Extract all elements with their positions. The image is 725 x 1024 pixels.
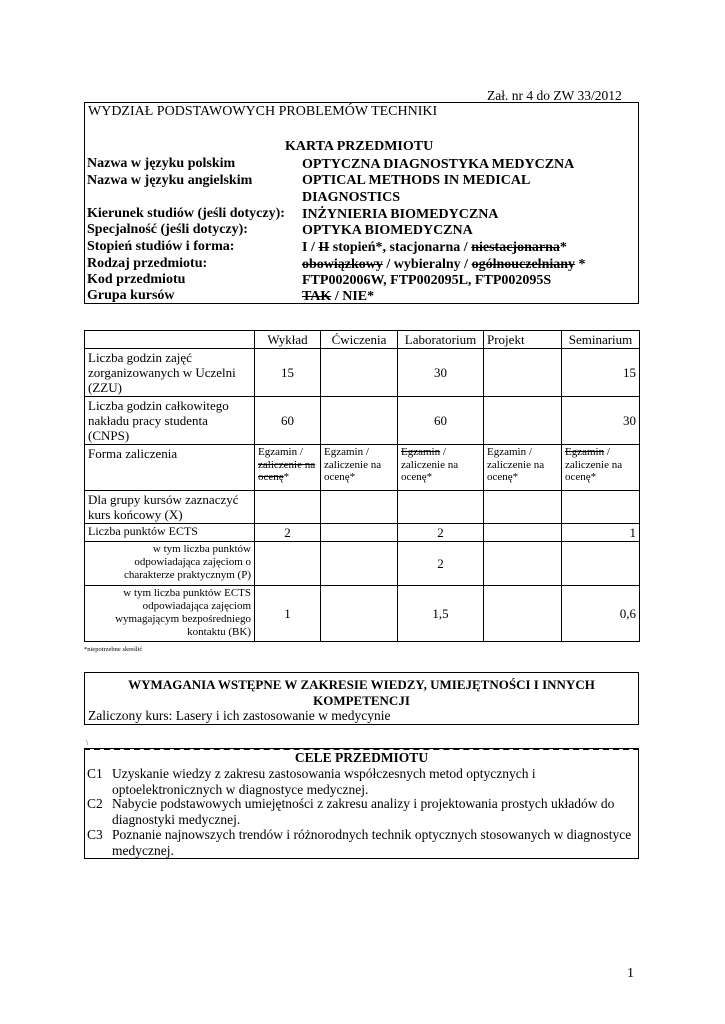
bk-exercises xyxy=(321,586,398,642)
group-value xyxy=(302,288,622,305)
form-project: Egzamin / zaliczenie na ocenę* xyxy=(484,445,562,491)
header-seminar: Seminarium xyxy=(562,331,640,349)
practical-laboratory: 2 xyxy=(398,542,484,586)
practical-seminar xyxy=(562,542,640,586)
cnps-lecture: 60 xyxy=(255,397,321,445)
final-exercises xyxy=(321,491,398,524)
hours-table xyxy=(84,330,640,642)
header-laboratory: Laboratorium xyxy=(398,331,484,349)
requirements-content: Zaliczony kurs: Lasery i ich zastosowanie w medycynie xyxy=(88,708,391,723)
practical-project xyxy=(484,542,562,586)
degree-struck: II xyxy=(318,240,330,255)
cnps-seminar: 30 xyxy=(562,397,640,445)
ects-label: Liczba punktów ECTS xyxy=(85,524,255,542)
form-seminar xyxy=(562,445,640,491)
group-label: Grupa kursów xyxy=(87,288,175,303)
form-label: Forma zaliczenia xyxy=(85,445,255,491)
type-struck: ogólnouczelniany xyxy=(471,257,576,272)
header-empty xyxy=(85,331,255,349)
goals-title: CELE PRZEDMIOTU xyxy=(294,750,429,765)
goal-text: Uzyskanie wiedzy z zakresu zastosowania współczesnych metod optycznych i optoelektronicznych w diagnostyce medycznej. xyxy=(112,766,536,797)
bk-project xyxy=(484,586,562,642)
practical-label: w tym liczba punktów odpowiadająca zajęciom o charakterze praktycznym (P) xyxy=(85,542,255,586)
zzu-label: Liczba godzin zajęć zorganizowanych w Uczelni (ZZU) xyxy=(85,349,255,397)
final-seminar xyxy=(562,491,640,524)
specialty-label: Specjalność (jeśli dotyczy): xyxy=(87,222,248,237)
form-struck: Egzamin xyxy=(565,446,605,458)
form-option: / zaliczenie na ocenę* xyxy=(565,446,623,483)
zzu-laboratory: 30 xyxy=(398,349,484,397)
final-laboratory xyxy=(398,491,484,524)
specialty-value: OPTYKA BIOMEDYCZNA xyxy=(302,223,473,238)
form-option: / zaliczenie na ocenę* xyxy=(401,446,459,483)
form-struck: zaliczenie na ocenę xyxy=(258,458,316,483)
direction-label: Kierunek studiów (jeśli dotyczy): xyxy=(87,206,285,221)
final-course-label: Dla grupy kursów zaznaczyć kurs końcowy (X) xyxy=(85,491,255,524)
pl-name-value: OPTYCZNA DIAGNOSTYKA MEDYCZNA xyxy=(302,157,575,172)
bk-label: w tym liczba punktów ECTS odpowiadająca zajęciom wymagającym bezpośredniego kontaktu (BK) xyxy=(85,586,255,642)
type-value xyxy=(302,256,622,273)
code-value: FTP002006W, FTP002095L, FTP002095S xyxy=(302,273,552,288)
ects-laboratory: 2 xyxy=(398,524,484,542)
bk-seminar: 0,6 xyxy=(562,586,640,642)
goal-code: C3 xyxy=(87,827,103,842)
cnps-project xyxy=(484,397,562,445)
goal-text: Nabycie podstawowych umiejętności z zakresu analizy i projektowania prostych układów do diagnostyki medycznej. xyxy=(112,796,615,827)
faculty-name: WYDZIAŁ PODSTAWOWYCH PROBLEMÓW TECHNIKI xyxy=(88,104,438,119)
form-struck: Egzamin xyxy=(401,446,441,458)
zzu-exercises xyxy=(321,349,398,397)
practical-exercises xyxy=(321,542,398,586)
code-label: Kod przedmiotu xyxy=(87,272,186,287)
zzu-seminar: 15 xyxy=(562,349,640,397)
header-lecture: Wykład xyxy=(255,331,321,349)
ects-exercises xyxy=(321,524,398,542)
goal-code: C1 xyxy=(87,766,103,781)
pl-name-label: Nazwa w języku polskim xyxy=(87,156,236,171)
type-struck: obowiązkowy xyxy=(302,257,383,272)
cnps-exercises xyxy=(321,397,398,445)
form-laboratory xyxy=(398,445,484,491)
group-part: / NIE* xyxy=(331,289,375,304)
ects-project xyxy=(484,524,562,542)
degree-part: stopień*, stacjonarna / xyxy=(329,240,472,255)
cnps-laboratory: 60 xyxy=(398,397,484,445)
en-name-label: Nazwa w języku angielskim xyxy=(87,173,253,188)
form-struck: niestacjonarna xyxy=(471,240,560,255)
final-project xyxy=(484,491,562,524)
bk-lecture: 1 xyxy=(255,586,321,642)
degree-part: * xyxy=(559,240,567,255)
cnps-label: Liczba godzin całkowitego nakładu pracy studenta (CNPS) xyxy=(85,397,255,445)
form-option: Egzamin / xyxy=(258,446,303,458)
form-lecture xyxy=(255,445,321,491)
footnote: *niepotrzebne skreślić xyxy=(84,646,143,653)
group-struck: TAK xyxy=(302,289,332,304)
attachment-reference: Zał. nr 4 do ZW 33/2012 xyxy=(487,88,622,103)
type-label: Rodzaj przedmiotu: xyxy=(87,256,208,271)
type-part: / wybieralny / xyxy=(382,257,472,272)
form-option: * xyxy=(283,471,290,483)
card-title: KARTA PRZEDMIOTU xyxy=(285,139,434,154)
final-lecture xyxy=(255,491,321,524)
direction-value: INŻYNIERIA BIOMEDYCZNA xyxy=(302,207,499,222)
zzu-project xyxy=(484,349,562,397)
header-exercises: Ćwiczenia xyxy=(321,331,398,349)
goal-code: C2 xyxy=(87,796,103,811)
page-number: 1 xyxy=(627,966,634,981)
header-project: Projekt xyxy=(484,331,562,349)
requirements-title: WYMAGANIA WSTĘPNE W ZAKRESIE WIEDZY, UMIEJĘTNOŚCI I INNYCH KOMPETENCJI xyxy=(128,677,595,708)
type-part: * xyxy=(575,257,586,272)
ects-lecture: 2 xyxy=(255,524,321,542)
stray-mark: \ xyxy=(86,738,89,747)
en-name-value: OPTICAL METHODS IN MEDICAL DIAGNOSTICS xyxy=(302,173,530,205)
zzu-lecture: 15 xyxy=(255,349,321,397)
degree-label: Stopień studiów i forma: xyxy=(87,239,235,254)
ects-seminar: 1 xyxy=(562,524,640,542)
degree-part: I / xyxy=(302,240,319,255)
degree-value xyxy=(302,239,622,256)
form-exercises: Egzamin / zaliczenie na ocenę* xyxy=(321,445,398,491)
practical-lecture xyxy=(255,542,321,586)
goal-text: Poznanie najnowszych trendów i różnorodnych technik optycznych stosowanych w diagnostyce medycznej. xyxy=(112,827,632,858)
bk-laboratory: 1,5 xyxy=(398,586,484,642)
